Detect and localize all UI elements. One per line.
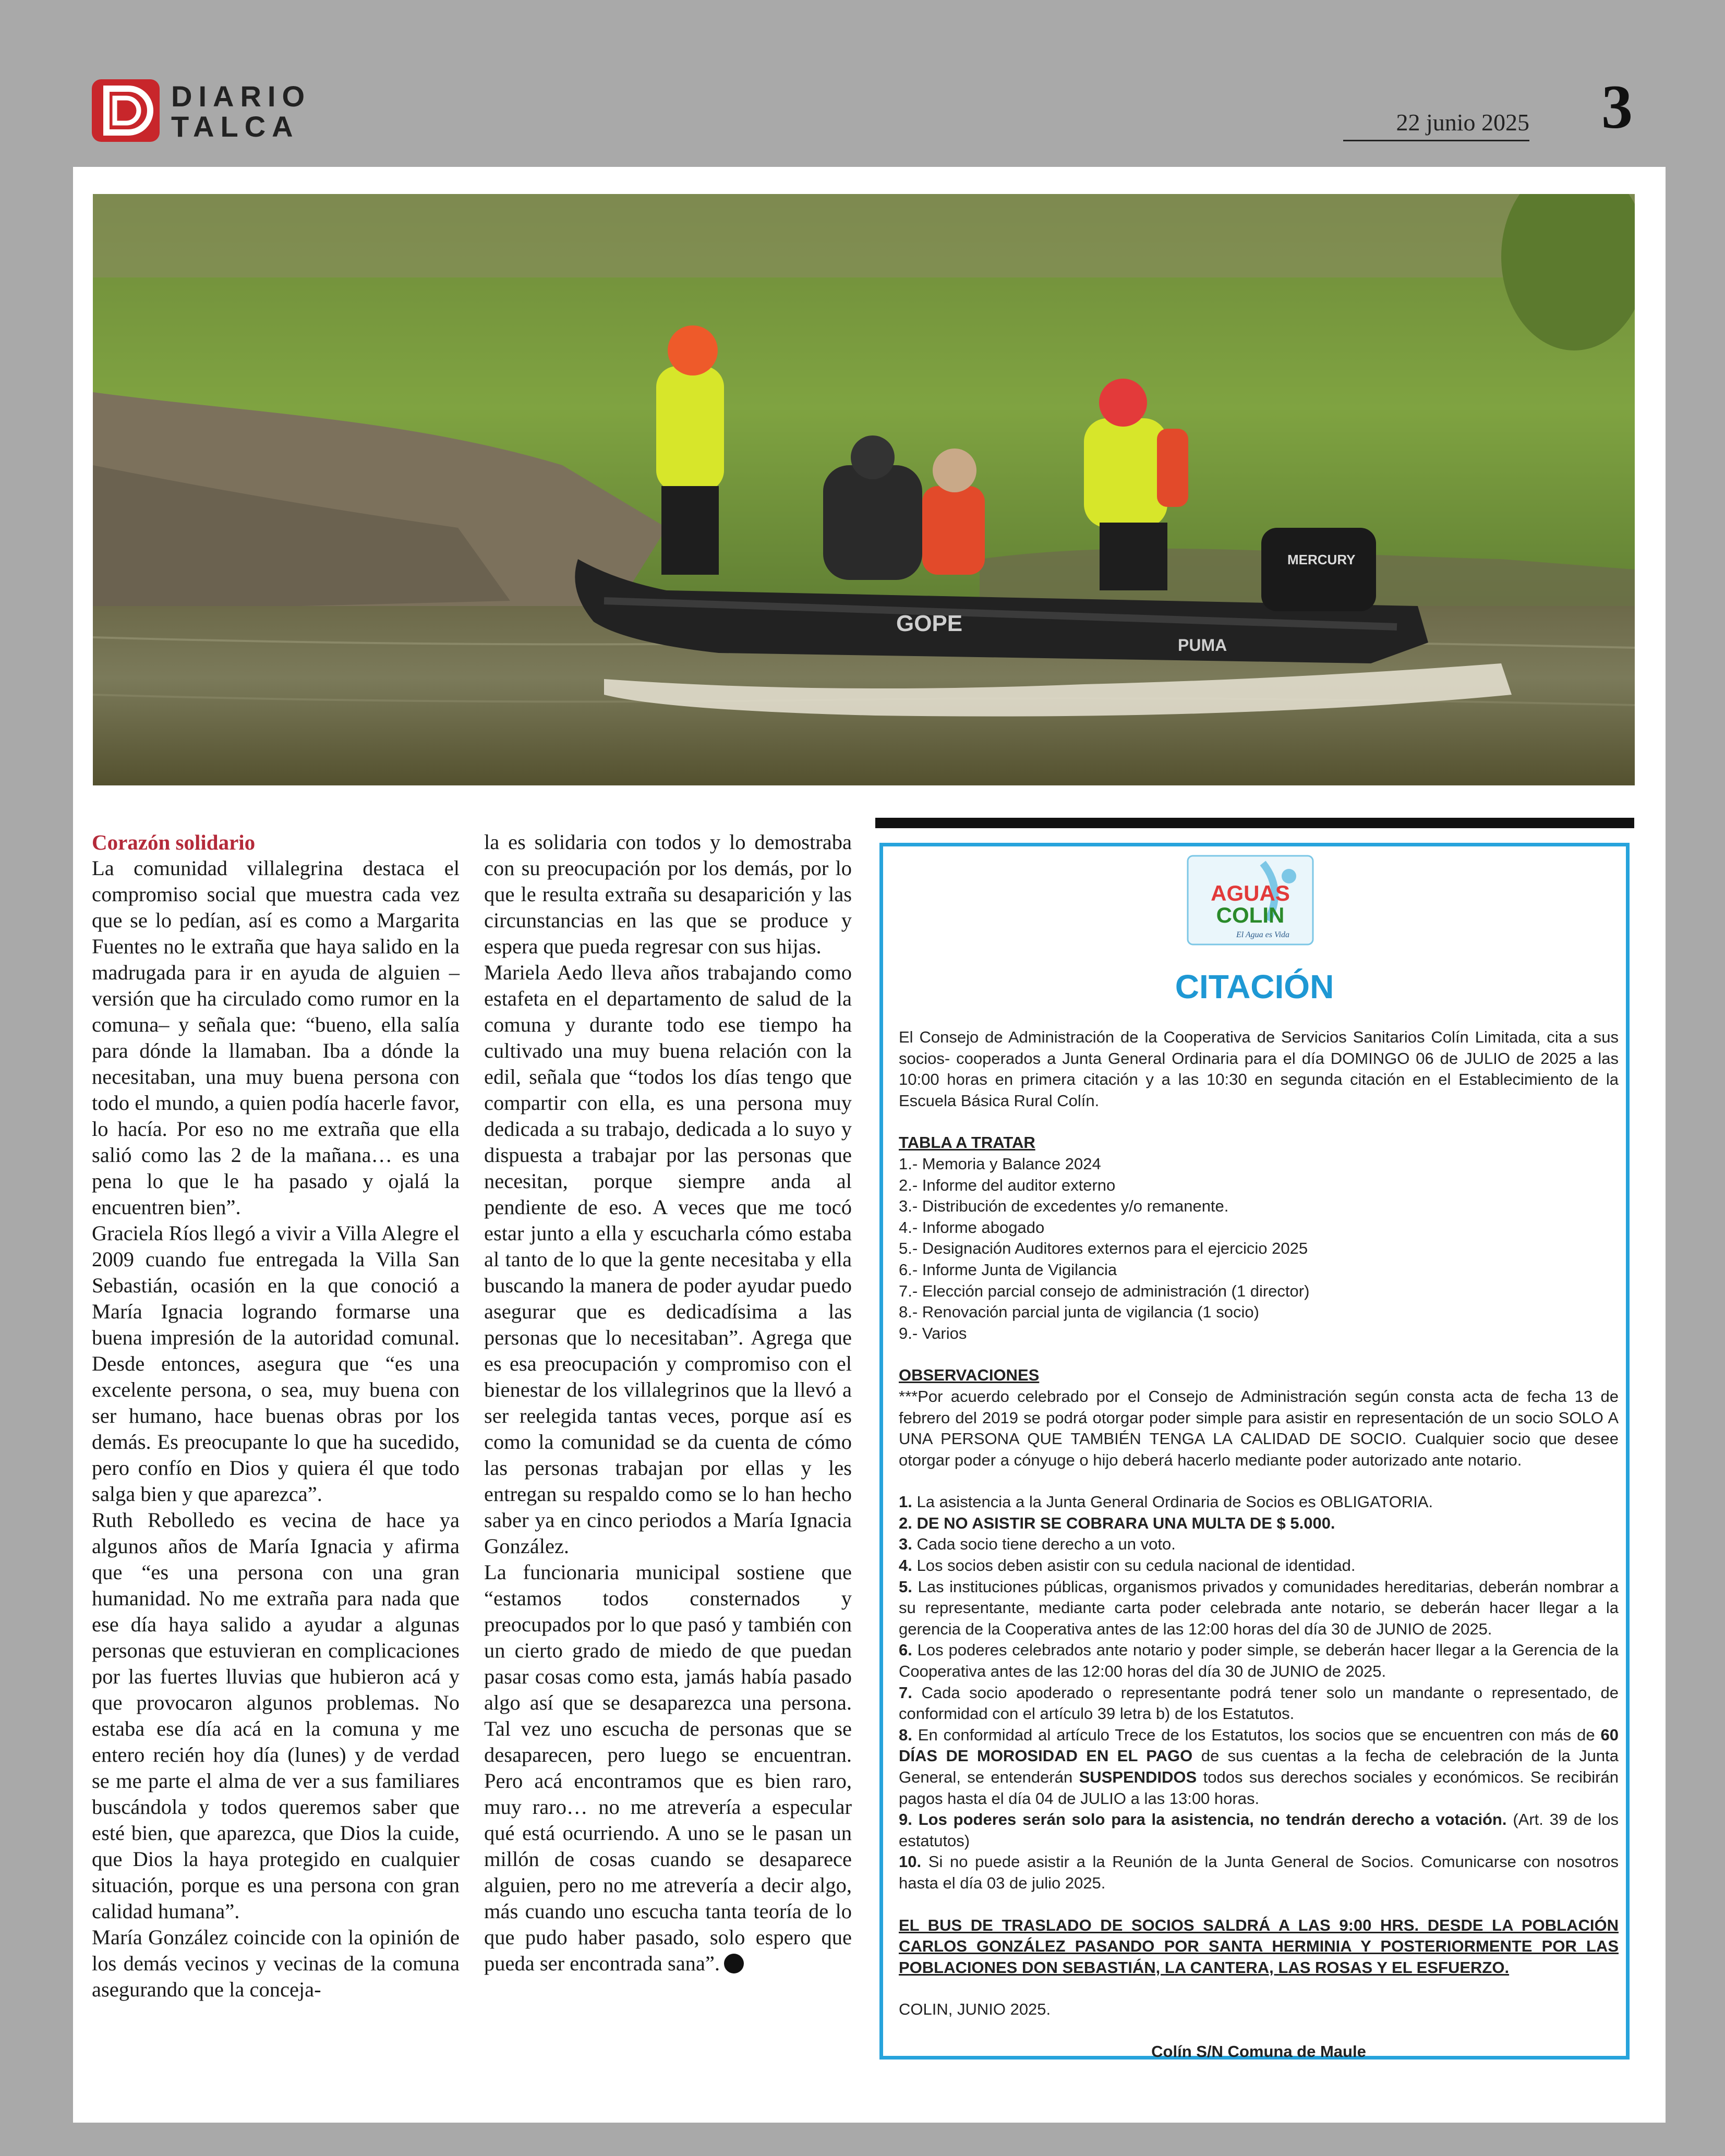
logo-d-icon bbox=[92, 79, 160, 142]
page-number: 3 bbox=[1601, 72, 1633, 141]
article-column-2 bbox=[484, 829, 852, 1977]
rule-10 bbox=[899, 1851, 1619, 1894]
rule-number: 4. bbox=[899, 1556, 912, 1575]
rule-text: de sus cuentas a la fecha de celebración de la Junta General, se entenderán bbox=[899, 1747, 1619, 1786]
rule-text: todos sus derechos sociales y económicos. Se recibirán pagos hasta el día 04 de JULIO a las 13:00 horas. bbox=[899, 1768, 1619, 1808]
rule-7 bbox=[899, 1682, 1619, 1725]
boat-label: GOPE bbox=[896, 611, 963, 636]
notice-intro: El Consejo de Administración de la Cooperativa de Servicios Sanitarios Colín Limitada, cita a sus socios- cooperados a Junta General Ordinaria para el día DOMINGO 06 de JULIO de 2025 a las 10:00 horas en primera citación y a las 10:30 en segunda citación en el Establecimiento de la Escuela Básica Rural Colín. bbox=[899, 1028, 1619, 1110]
article-paragraph: Mariela Aedo lleva años trabajando como estafeta en el departamento de salud de la comuna y durante todo ese tiempo ha cultivado una muy buena relación con la edil, señala que “todos los días tengo que compartir con ella, es una persona muy dedicada a su trabajo, dedicada a lo suyo y dispuesta a trabajar por las personas que necesitan, porque siempre anda al pendiente de eso. A veces que me tocó estar junto a ella y escucharla cómo estaba al tanto de lo que la gente necesitaba y ella buscando la manera de poder ayudar puedo asegurar que es dedicadísima a las personas que lo necesitaban”. Agrega que es esa preocupación y compromiso con el bienestar de los villalegrinos que la llevó a ser reelegida tantas veces, porque así es como la comunidad se da cuenta de cómo las personas trabajan por ellas y les entregan su respaldo como se lo han hecho saber ya en cinco periodos a María Ignacia González. bbox=[484, 961, 852, 1558]
article-paragraph: La comunidad villalegrina destaca el compromiso social que muestra cada vez que se lo pedían, así es como a Margarita Fuentes no le extraña que haya salido en la madrugada para ir en ayuda de alguien –versión que ha circulado como rumor en la comuna– y señala que: “bueno, ella salía para dónde la llamaban. Iba a dónde la necesitaban, una muy buena persona con todo el mundo, a quien podía hacerle favor, lo hacía. Por eso no me extraña que ella salió como las 2 de la mañana… es una pena lo que le ha pasado y ojalá la encuentren bien”. bbox=[92, 856, 460, 1219]
notice-body bbox=[899, 1027, 1619, 2063]
observations-text: ***Por acuerdo celebrado por el Consejo de Administración según consta acta de fecha 13 de febrero del 2019 se podrá otorgar poder simple para asistir en representación de un socio SOLO A UNA PERSONA QUE TAMBIÉN TENGA LA CALIDAD DE SOCIO. Cualquier socio que desee otorgar poder a cónyuge o hijo deberá hacerlo mediante poder autorizado ante notario. bbox=[899, 1387, 1619, 1469]
article-column-1 bbox=[92, 829, 460, 2003]
brand-name bbox=[171, 81, 311, 142]
motor-brand: MERCURY bbox=[1287, 552, 1356, 567]
boat-brand: PUMA bbox=[1178, 636, 1227, 655]
article-paragraph: la es solidaria con todos y lo demostraba con su preocupación por los demás, por lo que le resulta extraña su desaparición y las circunstancias en las que se produce y espera que pueda regresar con sus hijas. bbox=[484, 830, 852, 958]
rule-text: La asistencia a la Junta General Ordinaria de Socios es OBLIGATORIA. bbox=[912, 1493, 1433, 1511]
rule-text: En conformidad al artículo Trece de los Estatutos, los socios que se encuentren con más de bbox=[912, 1725, 1601, 1744]
rule-text: Cada socio apoderado o representante podrá tener solo un mandante o representado, de conformidad con el artículo 39 letra b) de los Estatutos. bbox=[899, 1683, 1619, 1723]
rule-number: 3. bbox=[899, 1535, 912, 1554]
rule-8 bbox=[899, 1725, 1619, 1809]
brand-line-1: DIARIO bbox=[171, 80, 311, 113]
end-of-article-icon bbox=[724, 1954, 744, 1973]
rescue-boat-photo bbox=[93, 194, 1635, 785]
aguas-colin-logo bbox=[1185, 853, 1316, 948]
logo-tagline: El Agua es Vida bbox=[1236, 930, 1290, 939]
agenda-item: 4.- Informe abogado bbox=[899, 1218, 1045, 1237]
rule-text: 2. DE NO ASISTIR SE COBRARA UNA MULTA DE $ 5.000. bbox=[899, 1513, 1335, 1532]
rule-3 bbox=[899, 1534, 1619, 1555]
rule-number: 7. bbox=[899, 1683, 912, 1702]
agenda-item: 9.- Varios bbox=[899, 1324, 967, 1342]
agenda-item: 3.- Distribución de excedentes y/o remanente. bbox=[899, 1197, 1229, 1216]
issue-date: 22 junio 2025 bbox=[1396, 109, 1529, 136]
rule-4 bbox=[899, 1555, 1619, 1577]
logo-text-1: AGUAS bbox=[1211, 881, 1290, 905]
rule-number: 8. bbox=[899, 1725, 912, 1744]
rule-6 bbox=[899, 1640, 1619, 1682]
rule-number: 10. bbox=[899, 1852, 922, 1871]
article-paragraph: Ruth Rebolledo es vecina de hace ya algunos años de María Ignacia y afirma que “es una persona con una gran humanidad. No me extraña para nada que ese día haya salido a ayudar a algunas personas que estuvieran en complicaciones por las fuertes lluvias que hubieron acá y que provocaron algunos problemas. No estaba ese día acá en la comuna y me entero recién hoy día (lunes) y de verdad se me parte el alma de ver a sus familiares buscándola y todos queremos saber que esté bien, que aparezca, que Dios la cuide, que Dios la haya protegido en cualquier situación, porque es una persona con gran calidad humana”. bbox=[92, 1508, 460, 1923]
article-paragraph bbox=[484, 1559, 852, 1977]
article-paragraph: Graciela Ríos llegó a vivir a Villa Alegre el 2009 cuando fue entregada la Villa San Sebastián, ocasión en la que conoció a María Ignacia logrando formarse una buena impresión de la autoridad comunal. Desde entonces, asegura que “es una excelente persona, o sea, muy buena con ser humano, hace buenas obras por los demás. Es preocupante lo que ha sucedido, pero confío en Dios y quiera él que todo salga bien y que aparezca”. bbox=[92, 1221, 460, 1506]
rule-number: 1. bbox=[899, 1493, 912, 1511]
rule-text: Si no puede asistir a la Reunión de la Junta General de Socios. Comunicarse con nosotros hasta el día 03 de julio 2025. bbox=[899, 1852, 1619, 1892]
agenda-item: 8.- Renovación parcial junta de vigilancia (1 socio) bbox=[899, 1303, 1259, 1322]
rule-emphasis: 9. Los poderes serán solo para la asistencia, no tendrán derecho a votación. bbox=[899, 1810, 1507, 1829]
citation-notice bbox=[879, 843, 1630, 2060]
place-and-date: COLIN, JUNIO 2025. bbox=[899, 2000, 1051, 2019]
notice-top-bar bbox=[875, 818, 1634, 828]
rule-text: Los socios deben asistir con su cedula nacional de identidad. bbox=[912, 1556, 1356, 1575]
logo-text-2: COLIN bbox=[1216, 903, 1285, 927]
rule-emphasis: SUSPENDIDOS bbox=[1079, 1768, 1197, 1786]
rule-2 bbox=[899, 1513, 1619, 1534]
rule-number: 5. bbox=[899, 1577, 912, 1596]
date-underline bbox=[1343, 140, 1529, 141]
rule-emphasis: 60 DÍAS DE MOROSIDAD EN EL PAGO bbox=[899, 1725, 1619, 1765]
bus-notice: EL BUS DE TRASLADO DE SOCIOS SALDRÁ A LAS 9:00 HRS. DESDE LA POBLACIÓN CARLOS GONZÁLEZ PASANDO POR SANTA HERMINIA Y POSTERIORMENTE POR LAS POBLACIONES DON SEBASTIÁN, LA CANTERA, LAS ROSAS Y EL ESFUERZO. bbox=[899, 1916, 1619, 1977]
rule-5 bbox=[899, 1577, 1619, 1640]
agenda-item: 1.- Memoria y Balance 2024 bbox=[899, 1154, 1101, 1173]
agenda-item: 7.- Elección parcial consejo de administración (1 director) bbox=[899, 1281, 1310, 1300]
rule-text: Las instituciones públicas, organismos privados y comunidades hereditarias, deberán nombrar a su representante, mediante carta poder celebrada ante notario, se deberán hacer llegar a la gerencia de la Cooperativa antes de las 12:00 horas del día 30 de JUNIO de 2025. bbox=[899, 1577, 1619, 1638]
rule-number: 6. bbox=[899, 1641, 912, 1660]
notice-footer: Colín S/N Comuna de Maule bbox=[1151, 2042, 1366, 2061]
agenda-title: TABLA A TRATAR bbox=[899, 1133, 1035, 1152]
article-paragraph: María González coincide con la opinión de los demás vecinos y vecinas de la comuna asegurando que la conceja- bbox=[92, 1925, 460, 2001]
notice-title: CITACIÓN bbox=[1175, 968, 1334, 1006]
brand-line-2: TALCA bbox=[171, 110, 299, 143]
agenda-item: 5.- Designación Auditores externos para el ejercicio 2025 bbox=[899, 1239, 1308, 1258]
rule-text: Los poderes celebrados ante notario y poder simple, se deberán hacer llegar a la Gerencia de la Cooperativa antes de las 12:00 horas del día 30 de JUNIO de 2025. bbox=[899, 1641, 1619, 1681]
rule-text: (Art. 39 de los estatutos) bbox=[899, 1810, 1619, 1850]
rule-text: Cada socio tiene derecho a un voto. bbox=[912, 1535, 1176, 1554]
rule-1 bbox=[899, 1492, 1619, 1513]
newspaper-logo bbox=[92, 78, 321, 143]
observations-title: OBSERVACIONES bbox=[899, 1366, 1040, 1385]
agenda-item: 2.- Informe del auditor externo bbox=[899, 1176, 1116, 1194]
rule-9 bbox=[899, 1809, 1619, 1851]
article-text: La funcionaria municipal sostiene que “estamos todos consternados y preocupados por lo que pasó y también con un cierto grado de miedo de que puedan pasar cosas como esta, jamás había pasado algo así que se desaparezca una persona. Tal vez uno escucha de personas que se desaparecen, pero luego se encuentran. Pero acá encontramos que es bien raro, muy raro… no me atrevería a especular qué está ocurriendo. A uno se le pasan un millón de cosas cuando se desaparece alguien, pero no me atrevería a decir algo, más cuando uno escucha tanta teoría de lo que pudo haber pasado, solo espero que pueda ser encontrada sana”. bbox=[484, 1560, 852, 1975]
agenda-item: 6.- Informe Junta de Vigilancia bbox=[899, 1260, 1117, 1279]
article-subheading: Corazón solidario bbox=[92, 830, 256, 854]
